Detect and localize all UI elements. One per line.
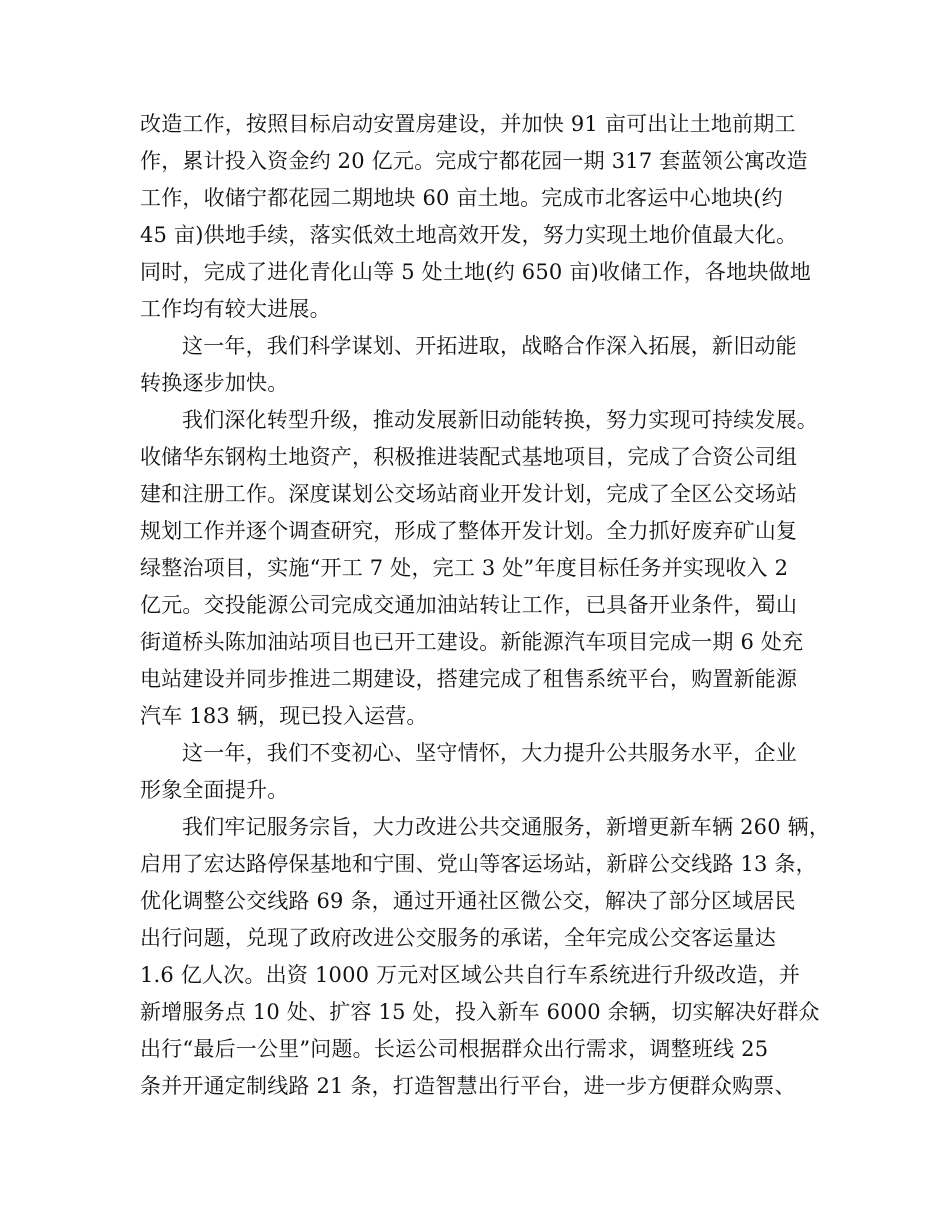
- text-line: 绿整治项目，实施“开工 7 处，完工 3 处”年度目标任务并实现收入 2: [140, 556, 789, 580]
- text-line: 启用了宏达路停保基地和宁围、党山等客运场站，新辟公交线路 13 条，: [140, 852, 817, 876]
- text-line: 新增服务点 10 处、扩容 15 处，投入新车 6000 余辆，切实解决好群众: [140, 1000, 820, 1024]
- text-line: 改造工作，按照目标启动安置房建设，并加快 91 亩可出让土地前期工: [140, 112, 796, 136]
- text-line: 出行“最后一公里”问题。长运公司根据群众出行需求，调整班线 25: [140, 1037, 769, 1061]
- text-line: 街道桥头陈加油站项目也已开工建设。新能源汽车项目完成一期 6 处充: [140, 630, 804, 654]
- text-line: 规划工作并逐个调查研究，形成了整体开发计划。全力抓好废弃矿山复: [140, 519, 798, 543]
- text-line: 条并开通定制线路 21 条，打造智慧出行平台，进一步方便群众购票、: [140, 1074, 796, 1098]
- text-line: 形象全面提升。: [140, 778, 289, 802]
- text-line: 建和注册工作。深度谋划公交场站商业开发计划，完成了全区公交场站: [140, 482, 798, 506]
- text-line: 同时，完成了进化青化山等 5 处土地(约 650 亩)收储工作，各地块做地: [140, 260, 811, 284]
- text-line: 工作，收储宁都花园二期地块 60 亩土地。完成市北客运中心地块(约: [140, 186, 783, 210]
- text-line: 收储华东钢构土地资产，积极推进装配式基地项目，完成了合资公司组: [140, 445, 798, 469]
- text-line: 亿元。交投能源公司完成交通加油站转让工作，已具备开业条件，蜀山: [140, 593, 798, 617]
- text-line: 出行问题，兑现了政府改进公交服务的承诺，全年完成公交客运量达: [140, 926, 776, 950]
- text-line: 我们牢记服务宗旨，大力改进公共交通服务，新增更新车辆 260 辆，: [182, 815, 831, 839]
- text-line: 这一年，我们科学谋划、开拓进取，战略合作深入拓展，新旧动能: [182, 334, 797, 358]
- text-line: 汽车 183 辆，现已投入运营。: [140, 704, 428, 728]
- text-line: 工作均有较大进展。: [140, 297, 331, 321]
- text-line: 45 亩)供地手续，落实低效土地高效开发，努力实现土地价值最大化。: [140, 223, 798, 247]
- text-line: 1.6 亿人次。出资 1000 万元对区域公共自行车系统进行升级改造，并: [140, 963, 801, 987]
- text-line: 电站建设并同步推进二期建设，搭建完成了租售系统平台，购置新能源: [140, 667, 798, 691]
- text-line: 转换逐步加快。: [140, 371, 289, 395]
- text-line: 优化调整公交线路 69 条，通过开通社区微公交，解决了部分区域居民: [140, 889, 796, 913]
- text-line: 这一年，我们不变初心、坚守情怀，大力提升公共服务水平，企业: [182, 741, 797, 765]
- text-line: 作，累计投入资金约 20 亿元。完成宁都花园一期 317 套蓝领公寓改造: [140, 149, 808, 173]
- text-line: 我们深化转型升级，推动发展新旧动能转换，努力实现可持续发展。: [182, 408, 818, 432]
